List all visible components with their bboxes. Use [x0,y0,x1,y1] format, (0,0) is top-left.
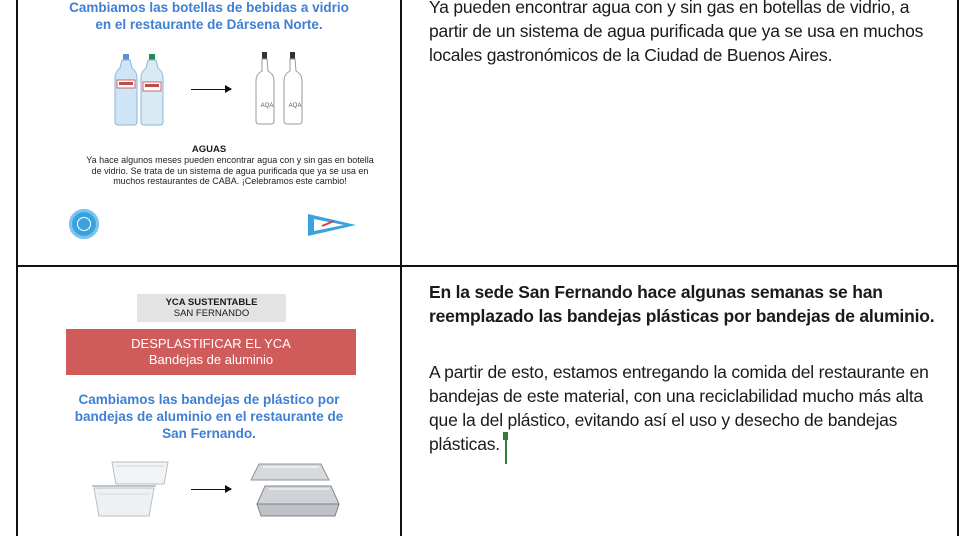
banner-line1: DESPLASTIFICAR EL YCA [131,336,291,351]
top-right-line1: Ya pueden encontrar agua con y sin gas en botellas de vidrio, a [429,0,910,17]
bottom-right-bold-line1: En la sede San Fernando hace algunas semanas se han [429,282,883,302]
aguas-text: Ya hace algunos meses pueden encontrar agua con y sin gas en botella de vidrio. Se trata de un sistema de agua purificada que ya se usa en muchos restaurantes de CABA. ¡Celebramos este cambio! [86,155,374,186]
bottom-right-bold-line2: reemplazado las bandejas plásticas por bandejas de aluminio. [429,306,935,326]
flyer-title-line2: en el restaurante de Dársena Norte. [95,17,323,32]
flyer-title [18,0,400,33]
arrow-icon [191,489,231,490]
pennant-flag-icon [308,214,358,236]
plastic-tray-icon [88,458,178,524]
glass-bottle-label-2: AQA [288,103,302,109]
arrow-icon [191,89,231,90]
bottom-flyer-title-line3: San Fernando. [162,426,256,441]
sustainability-seal-icon [69,209,99,239]
yca-sustentable-tag [137,294,286,322]
text-cursor-icon[interactable] [503,432,508,464]
bottom-right-body-line2: bandejas de este material, con una reciclabilidad mucho más alta [429,386,924,406]
top-right-line2: partir de un sistema de agua purificada que ya se usa en muchos [429,21,924,41]
bottom-flyer-title-line1: Cambiamos las bandejas de plástico por [78,392,340,407]
tag-line2: SAN FERNANDO [173,308,250,319]
table-row-divider [16,265,959,267]
tag-line1: YCA SUSTENTABLE [165,297,258,308]
flyer-title-line1: Cambiamos las botellas de bebidas a vidrio [69,0,349,15]
banner-line2: Bandejas de aluminio [148,352,274,367]
glass-bottle-label-1: AQA [260,103,274,109]
bottom-right-body-line3: que la del plástico, evitando así el uso y desecho de bandejas [429,410,898,430]
top-right-paragraph [429,0,939,67]
bottom-flyer-title [18,391,400,442]
glass-bottle-icon [252,52,312,126]
cursor-bar [505,432,507,464]
table-border-right [957,0,959,536]
bottom-right-heading [429,280,939,328]
aluminium-tray-icon [249,458,341,524]
desplastificar-banner [66,329,356,375]
aguas-heading: AGUAS [191,144,227,155]
bottom-flyer-title-line2: bandejas de aluminio en el restaurante de [74,409,344,424]
table-border-middle [400,0,402,536]
flyer-darsena-norte [18,0,400,265]
top-right-line3: locales gastronómicos de la Ciudad de Buenos Aires. [429,45,833,65]
bottom-right-body-line1: A partir de esto, estamos entregando la comida del restaurante en [429,362,929,382]
water-bottle-icon [114,54,172,126]
bottom-right-body-line4: plásticas. [429,434,500,454]
